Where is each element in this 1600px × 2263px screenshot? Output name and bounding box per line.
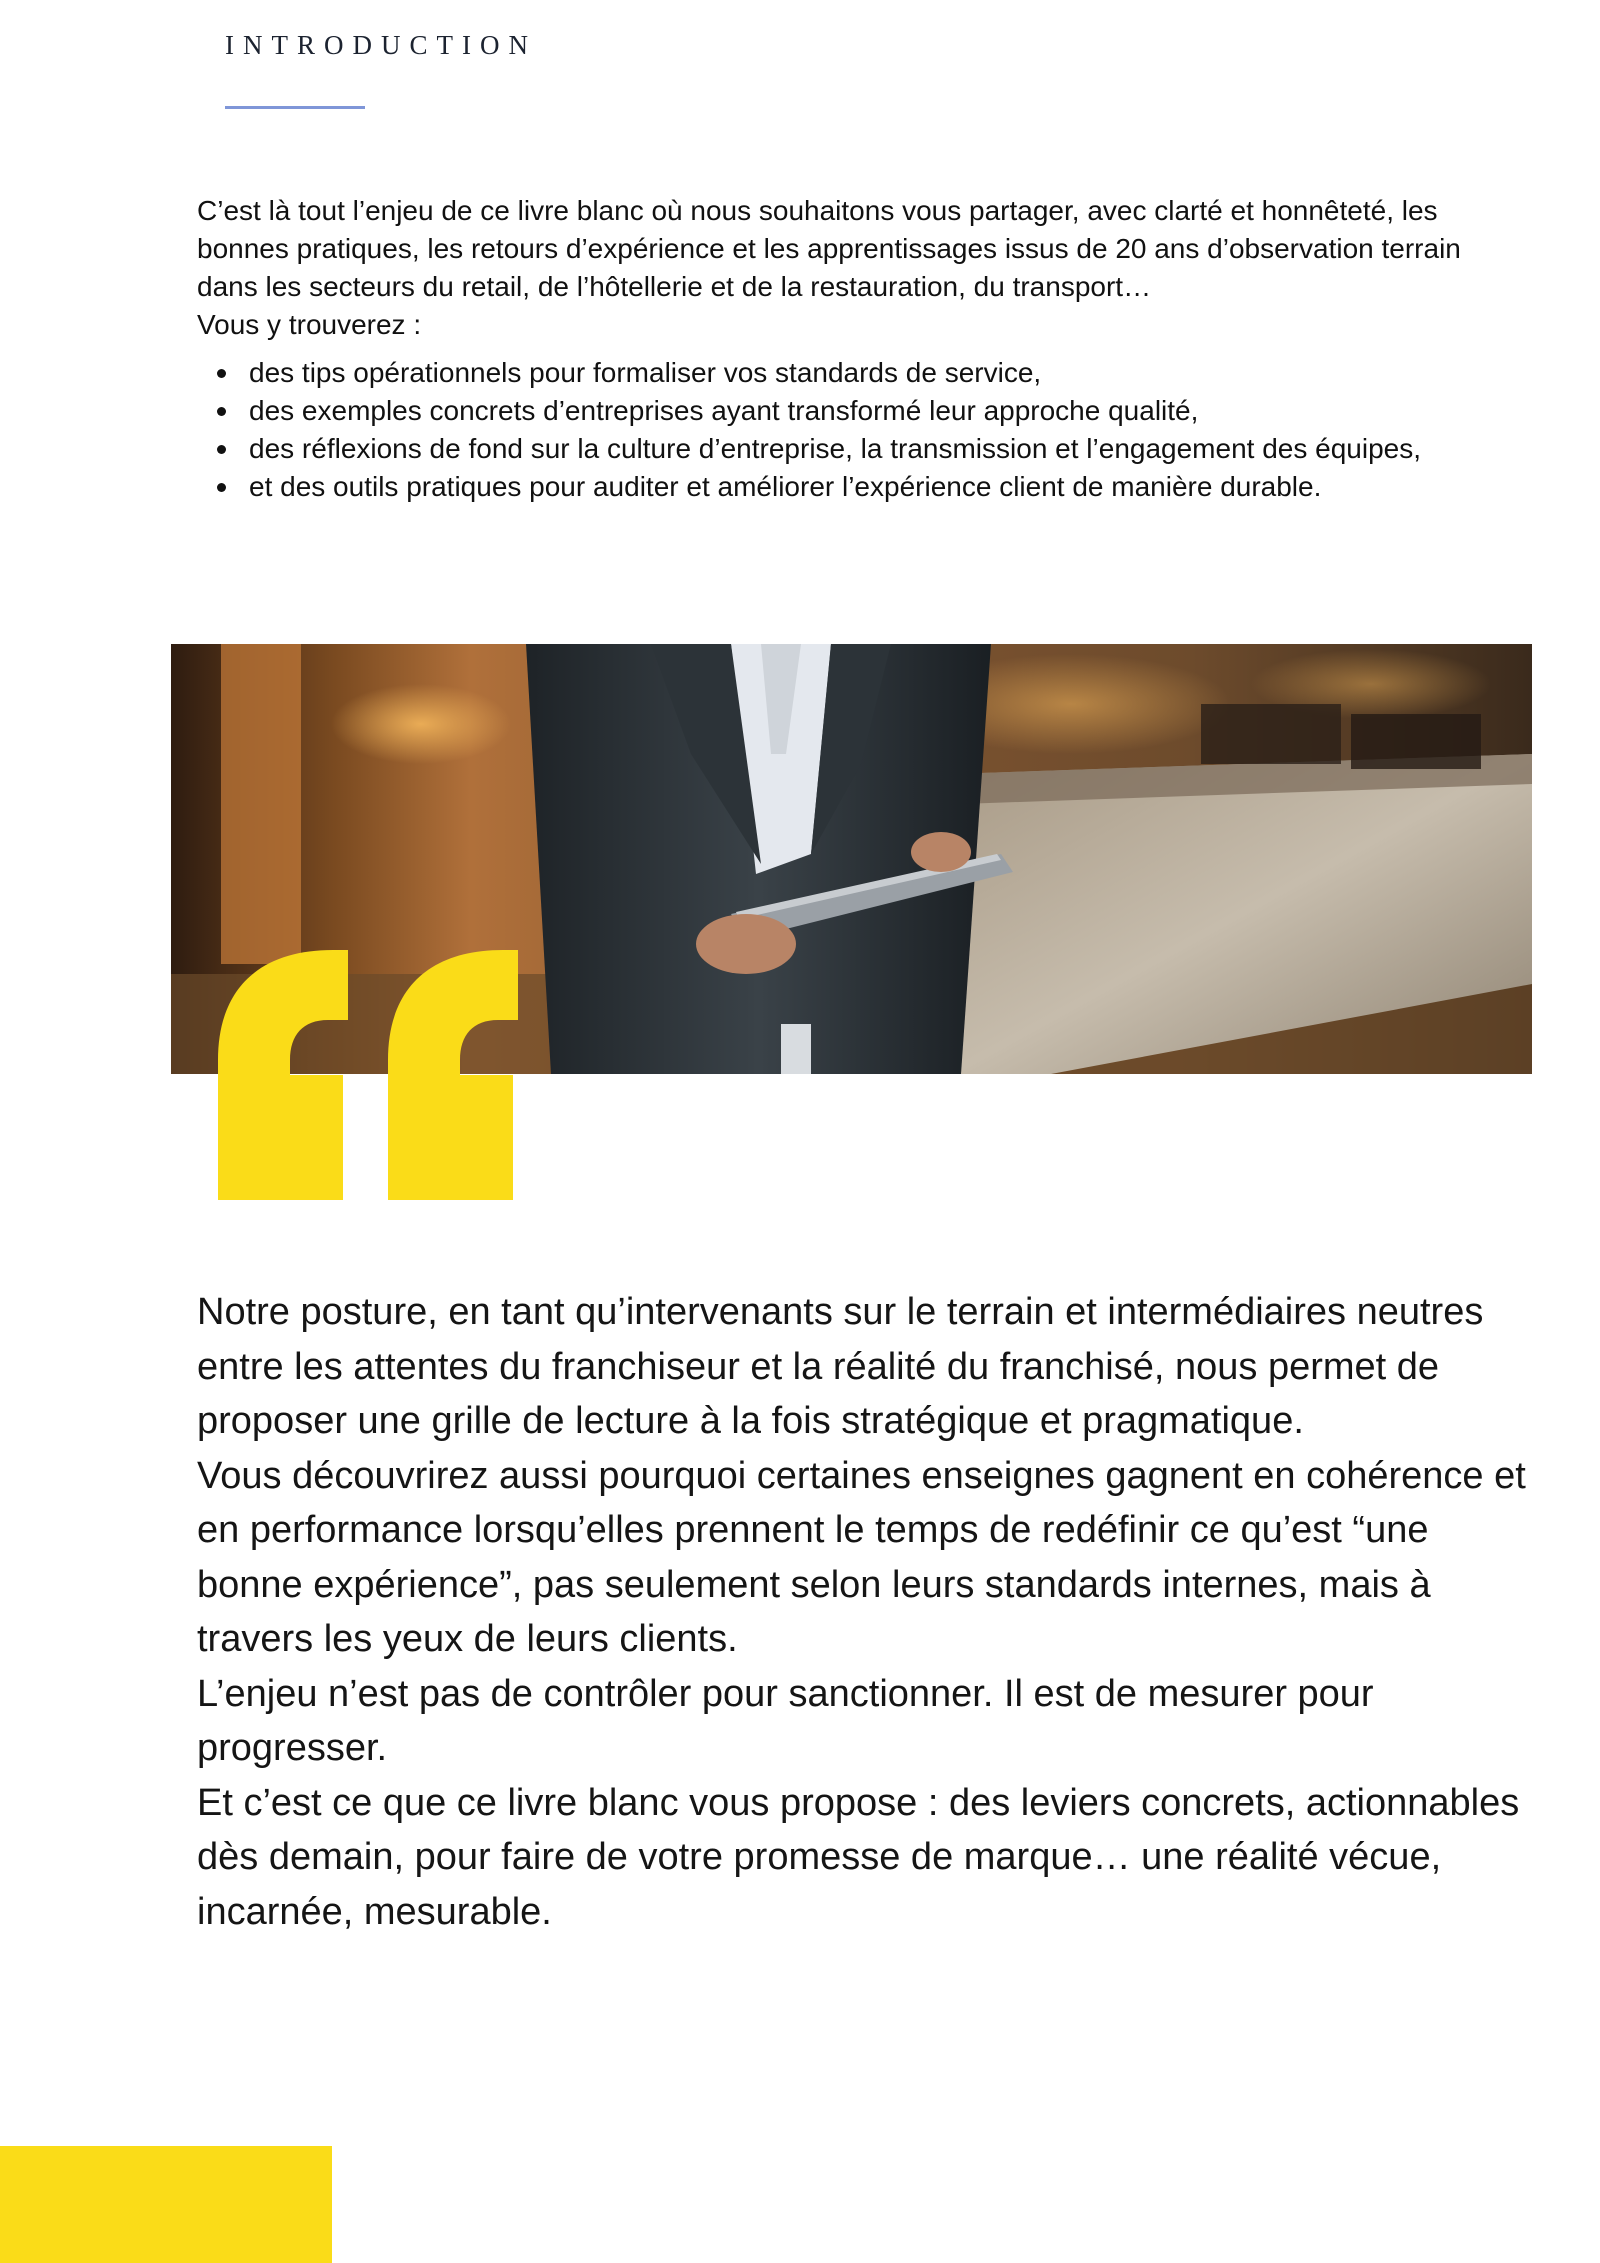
quote-paragraph: L’enjeu n’est pas de contrôler pour sanctionner. Il est de mesurer pour progresser. xyxy=(197,1672,1374,1769)
quote-paragraph: Et c’est ce que ce livre blanc vous propose : des leviers concrets, actionnables dès demain, pour faire de votre promesse de marque… une réalité vécue, incarnée, mesurable. xyxy=(197,1781,1520,1933)
quotation-mark-icon xyxy=(218,950,528,1200)
corner-accent-block xyxy=(0,2146,332,2263)
section-label: INTRODUCTION xyxy=(225,30,537,60)
section-label-underline xyxy=(225,106,365,109)
quote-body xyxy=(197,1285,1537,1939)
list-item: des tips opérationnels pour formaliser vos standards de service, xyxy=(197,354,1497,392)
intro-section xyxy=(197,192,1497,506)
intro-lead: Vous y trouverez : xyxy=(197,309,422,340)
intro-paragraph: C’est là tout l’enjeu de ce livre blanc où nous souhaitons vous partager, avec clarté et honnêteté, les bonnes pratiques, les retours d’expérience et les apprentissages issus de 20 ans d’observation terrain dans les secteurs du retail, de l’hôtellerie et de la restauration, du transport… xyxy=(197,195,1461,302)
list-item: des exemples concrets d’entreprises ayant transformé leur approche qualité, xyxy=(197,392,1497,430)
list-item: et des outils pratiques pour auditer et améliorer l’expérience client de manière durable. xyxy=(197,468,1497,506)
list-item: des réflexions de fond sur la culture d’entreprise, la transmission et l’engagement des équipes, xyxy=(197,430,1497,468)
quote-paragraph: Notre posture, en tant qu’intervenants sur le terrain et intermédiaires neutres entre les attentes du franchiseur et la réalité du franchisé, nous permet de proposer une grille de lecture à la fois stratégique et pragmatique. xyxy=(197,1291,1484,1442)
intro-bullet-list xyxy=(197,354,1497,506)
quote-paragraph: Vous découvrirez aussi pourquoi certaines enseignes gagnent en cohérence et en performance lorsqu’elles prennent le temps de redéfinir ce qu’est “une bonne expérience”, pas seulement selon leurs standards internes, mais à travers les yeux de leurs clients. xyxy=(197,1454,1526,1660)
